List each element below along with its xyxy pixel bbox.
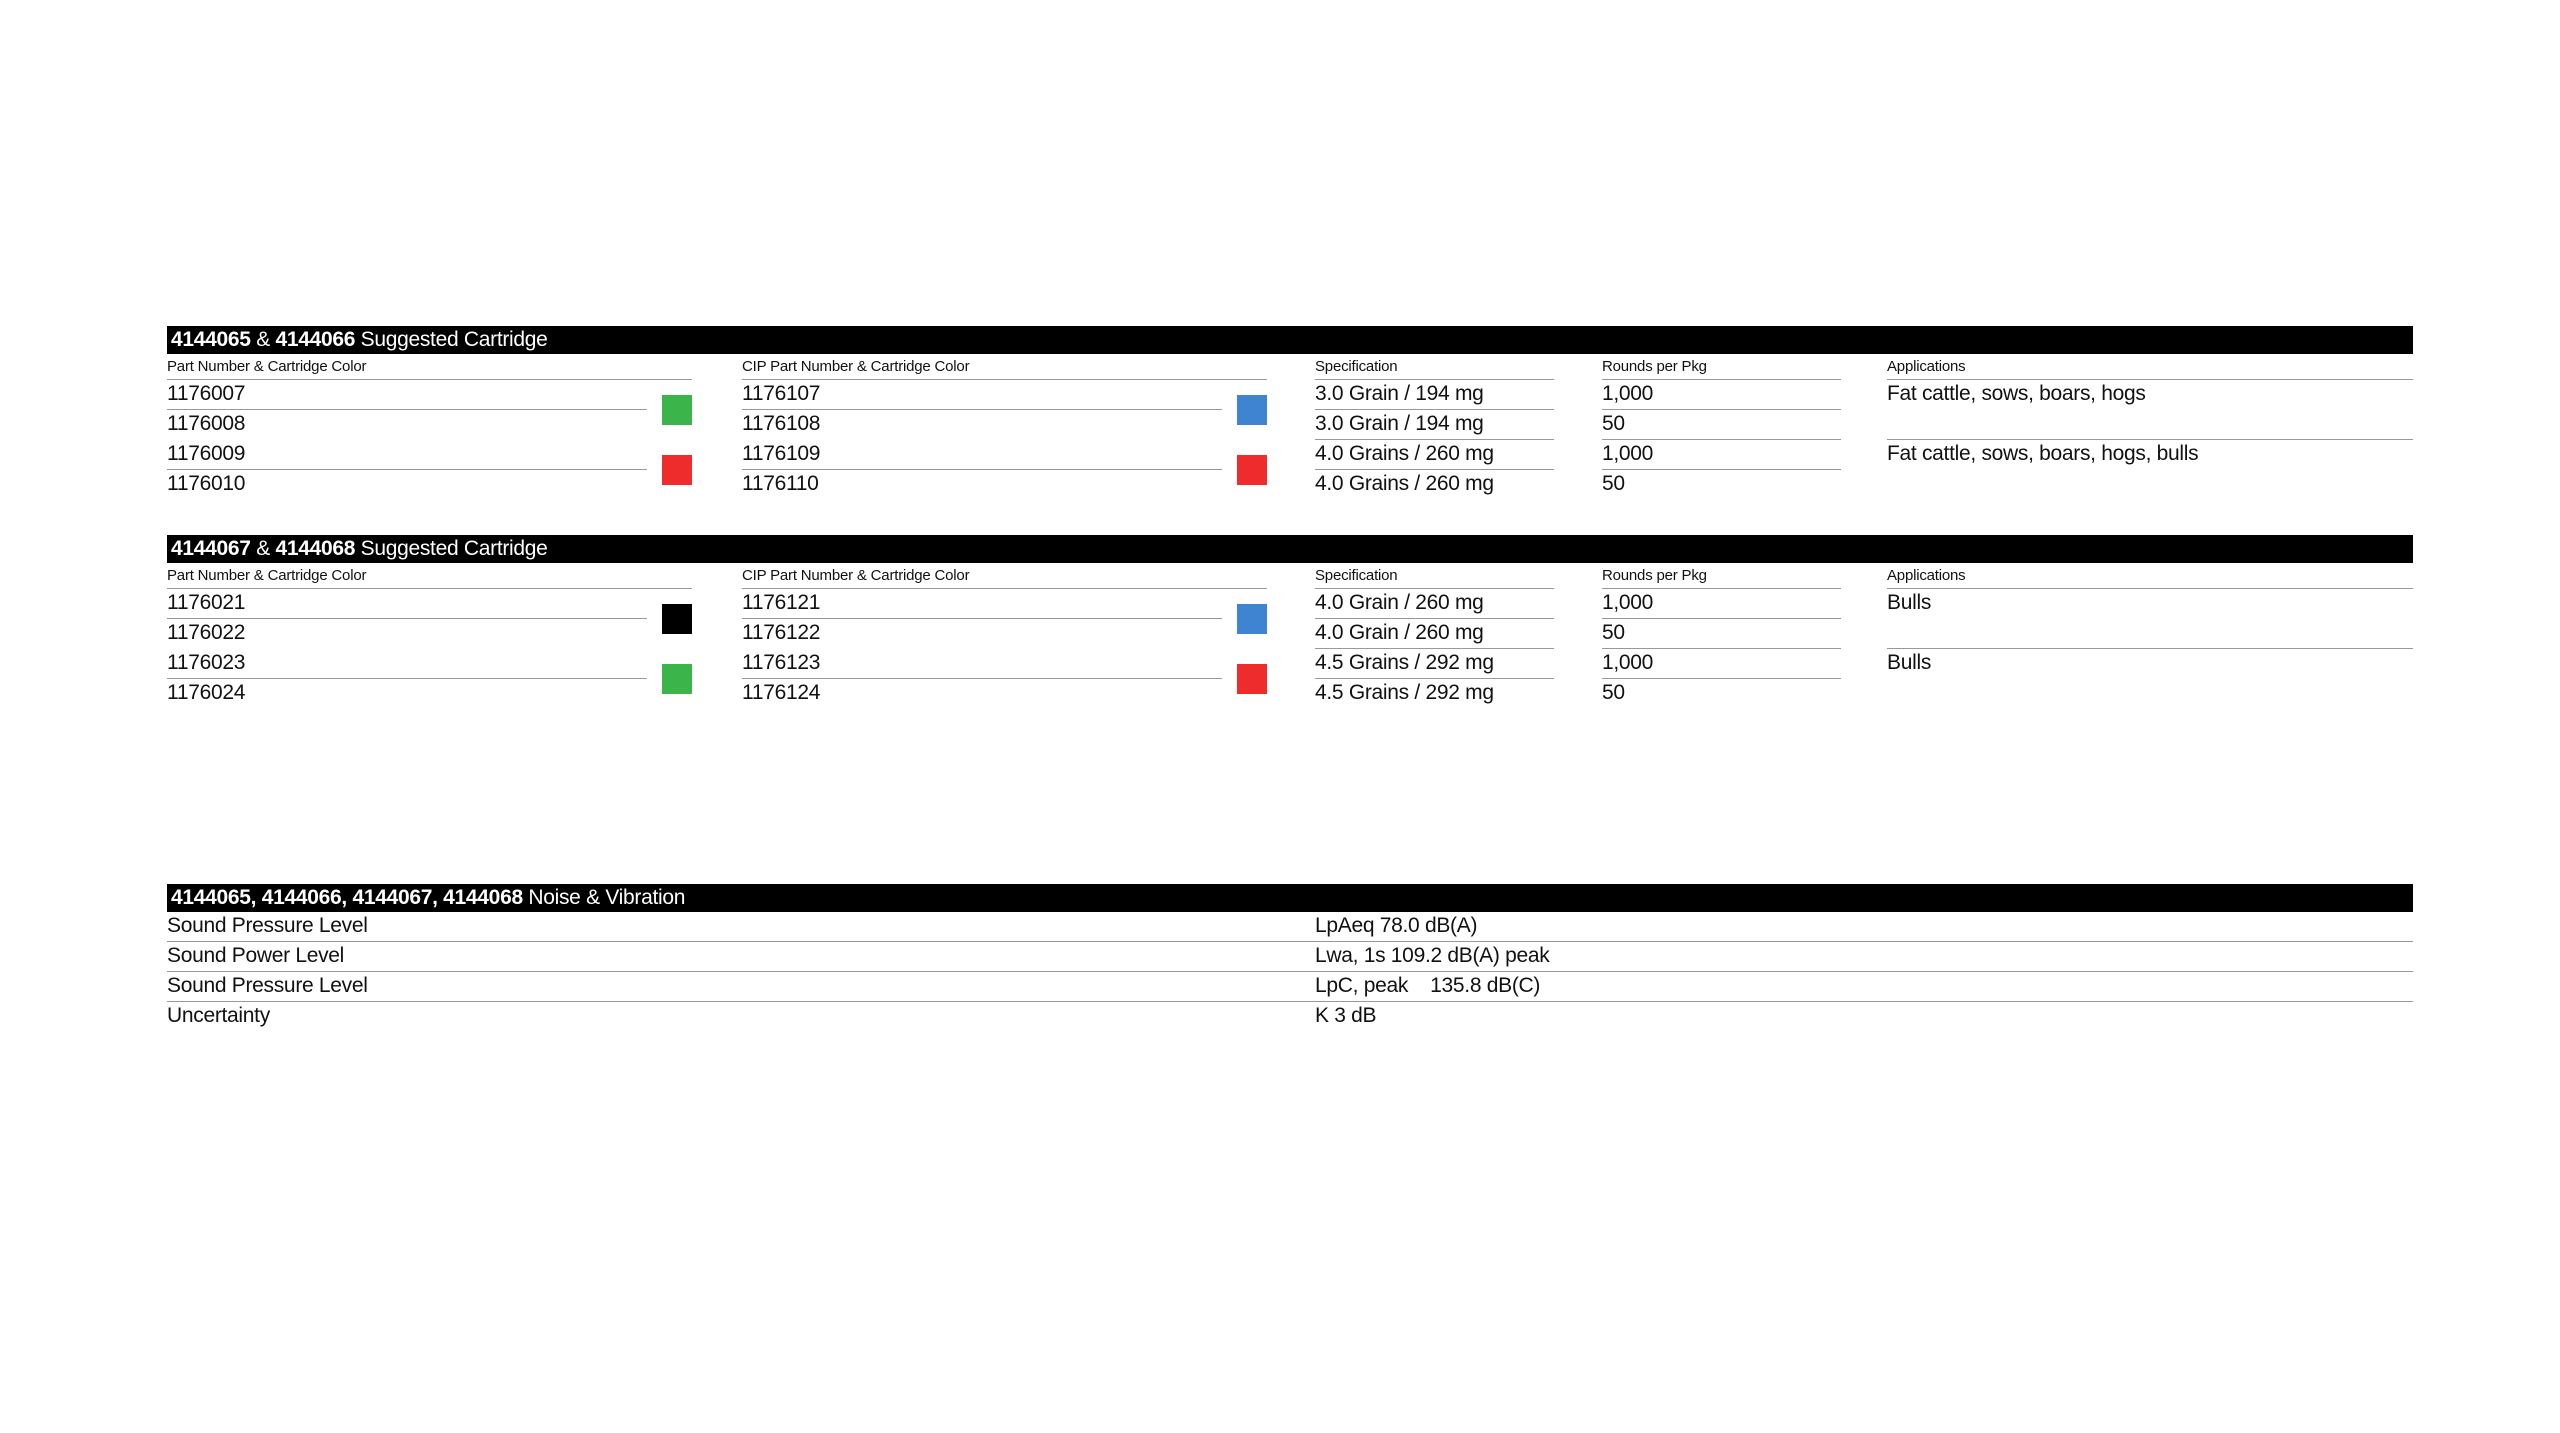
cip-part-number-cell: 1176124 xyxy=(742,681,821,704)
cip-part-number-header: CIP Part Number & Cartridge Color xyxy=(742,563,1267,589)
cip-part-number-cell: 1176123 xyxy=(742,649,1222,679)
specification-cell: 4.0 Grain / 260 mg xyxy=(1315,619,1554,649)
rounds-cell: 50 xyxy=(1602,681,1625,704)
noise-title-models: 4144065, 4144066, 4144067, 4144068 xyxy=(171,886,523,909)
part-number-column xyxy=(167,354,692,500)
specification-cell: 4.0 Grains / 260 mg xyxy=(1315,440,1554,470)
part-number-cell: 1176010 xyxy=(167,472,246,495)
part-number-cell: 1176007 xyxy=(167,380,647,410)
rounds-column xyxy=(1602,563,1841,709)
title-model-1: 4144067 xyxy=(171,537,251,560)
cip-part-number-column xyxy=(742,563,1267,709)
applications-header: Applications xyxy=(1887,563,2413,589)
title-model-2: 4144068 xyxy=(275,537,356,560)
noise-label: Uncertainty xyxy=(167,1004,270,1027)
noise-row xyxy=(167,942,2413,972)
title-amp: & xyxy=(250,537,276,560)
cartridge-color-swatch xyxy=(662,604,692,634)
noise-vibration-table xyxy=(167,884,2413,1032)
part-number-cell: 1176024 xyxy=(167,681,246,704)
noise-value: Lwa, 1s 109.2 dB(A) peak xyxy=(1315,944,1550,967)
part-number-header: Part Number & Cartridge Color xyxy=(167,563,692,589)
specification-cell: 4.5 Grains / 292 mg xyxy=(1315,681,1494,704)
noise-label: Sound Pressure Level xyxy=(167,974,368,997)
part-number-cell: 1176022 xyxy=(167,621,246,644)
applications-spacer xyxy=(1887,619,2413,649)
specification-cell: 3.0 Grain / 194 mg xyxy=(1315,380,1554,410)
cip-part-number-header: CIP Part Number & Cartridge Color xyxy=(742,354,1267,380)
title-suffix: Suggested Cartridge xyxy=(355,328,548,351)
applications-cell: Fat cattle, sows, boars, hogs, bulls xyxy=(1887,442,2199,465)
title-model-1: 4144065 xyxy=(171,328,251,351)
cartridge-table-1 xyxy=(167,326,2413,534)
table-title-bar xyxy=(167,884,2413,912)
rounds-header: Rounds per Pkg xyxy=(1602,563,1841,589)
title-model-2: 4144066 xyxy=(275,328,356,351)
rounds-cell: 1,000 xyxy=(1602,440,1841,470)
cip-part-number-cell: 1176108 xyxy=(742,412,821,435)
noise-value: LpC, peak 135.8 dB(C) xyxy=(1315,974,1541,997)
cip-color-swatch xyxy=(1237,455,1267,485)
title-amp: & xyxy=(250,328,276,351)
applications-spacer xyxy=(1887,410,2413,440)
part-number-cell: 1176009 xyxy=(167,440,647,470)
applications-cell: Bulls xyxy=(1887,591,1932,614)
table-title-bar xyxy=(167,326,2413,354)
rounds-cell: 1,000 xyxy=(1602,380,1841,410)
cip-part-number-cell: 1176122 xyxy=(742,621,821,644)
noise-title-suffix: Noise & Vibration xyxy=(522,886,686,909)
rounds-cell: 1,000 xyxy=(1602,589,1841,619)
specification-cell: 4.0 Grains / 260 mg xyxy=(1315,472,1494,495)
noise-row xyxy=(167,912,2413,942)
applications-spacer xyxy=(1887,470,2413,500)
cip-color-swatch xyxy=(1237,664,1267,694)
part-number-cell: 1176021 xyxy=(167,589,647,619)
specification-column xyxy=(1315,354,1554,500)
specification-cell: 4.5 Grains / 292 mg xyxy=(1315,649,1554,679)
table-title-bar xyxy=(167,535,2413,563)
rounds-cell: 50 xyxy=(1602,472,1625,495)
cartridge-color-swatch xyxy=(662,664,692,694)
noise-value: K 3 dB xyxy=(1315,1004,1377,1027)
part-number-cell: 1176008 xyxy=(167,412,246,435)
cip-color-swatch xyxy=(1237,395,1267,425)
specification-header: Specification xyxy=(1315,563,1554,589)
noise-value: LpAeq 78.0 dB(A) xyxy=(1315,914,1478,937)
cip-color-swatch xyxy=(1237,604,1267,634)
specification-cell: 3.0 Grain / 194 mg xyxy=(1315,410,1554,440)
cartridge-table-2 xyxy=(167,535,2413,743)
cip-part-number-cell: 1176107 xyxy=(742,380,1222,410)
cip-part-number-column xyxy=(742,354,1267,500)
title-suffix: Suggested Cartridge xyxy=(355,537,548,560)
rounds-cell: 50 xyxy=(1602,619,1841,649)
applications-column xyxy=(1887,563,2413,709)
applications-header: Applications xyxy=(1887,354,2413,380)
noise-label: Sound Pressure Level xyxy=(167,914,368,937)
cartridge-color-swatch xyxy=(662,395,692,425)
rounds-header: Rounds per Pkg xyxy=(1602,354,1841,380)
rounds-column xyxy=(1602,354,1841,500)
noise-row xyxy=(167,972,2413,1002)
specification-header: Specification xyxy=(1315,354,1554,380)
part-number-column xyxy=(167,563,692,709)
cip-part-number-cell: 1176110 xyxy=(742,472,819,495)
cartridge-color-swatch xyxy=(662,455,692,485)
cip-part-number-cell: 1176121 xyxy=(742,589,1222,619)
rounds-cell: 1,000 xyxy=(1602,649,1841,679)
cip-part-number-cell: 1176109 xyxy=(742,440,1222,470)
rounds-cell: 50 xyxy=(1602,410,1841,440)
specification-cell: 4.0 Grain / 260 mg xyxy=(1315,589,1554,619)
noise-row xyxy=(167,1002,2413,1032)
applications-cell: Fat cattle, sows, boars, hogs xyxy=(1887,382,2146,405)
applications-spacer xyxy=(1887,679,2413,709)
part-number-header: Part Number & Cartridge Color xyxy=(167,354,692,380)
part-number-cell: 1176023 xyxy=(167,649,647,679)
noise-label: Sound Power Level xyxy=(167,944,345,967)
applications-column xyxy=(1887,354,2413,500)
applications-cell: Bulls xyxy=(1887,651,1932,674)
specification-column xyxy=(1315,563,1554,709)
